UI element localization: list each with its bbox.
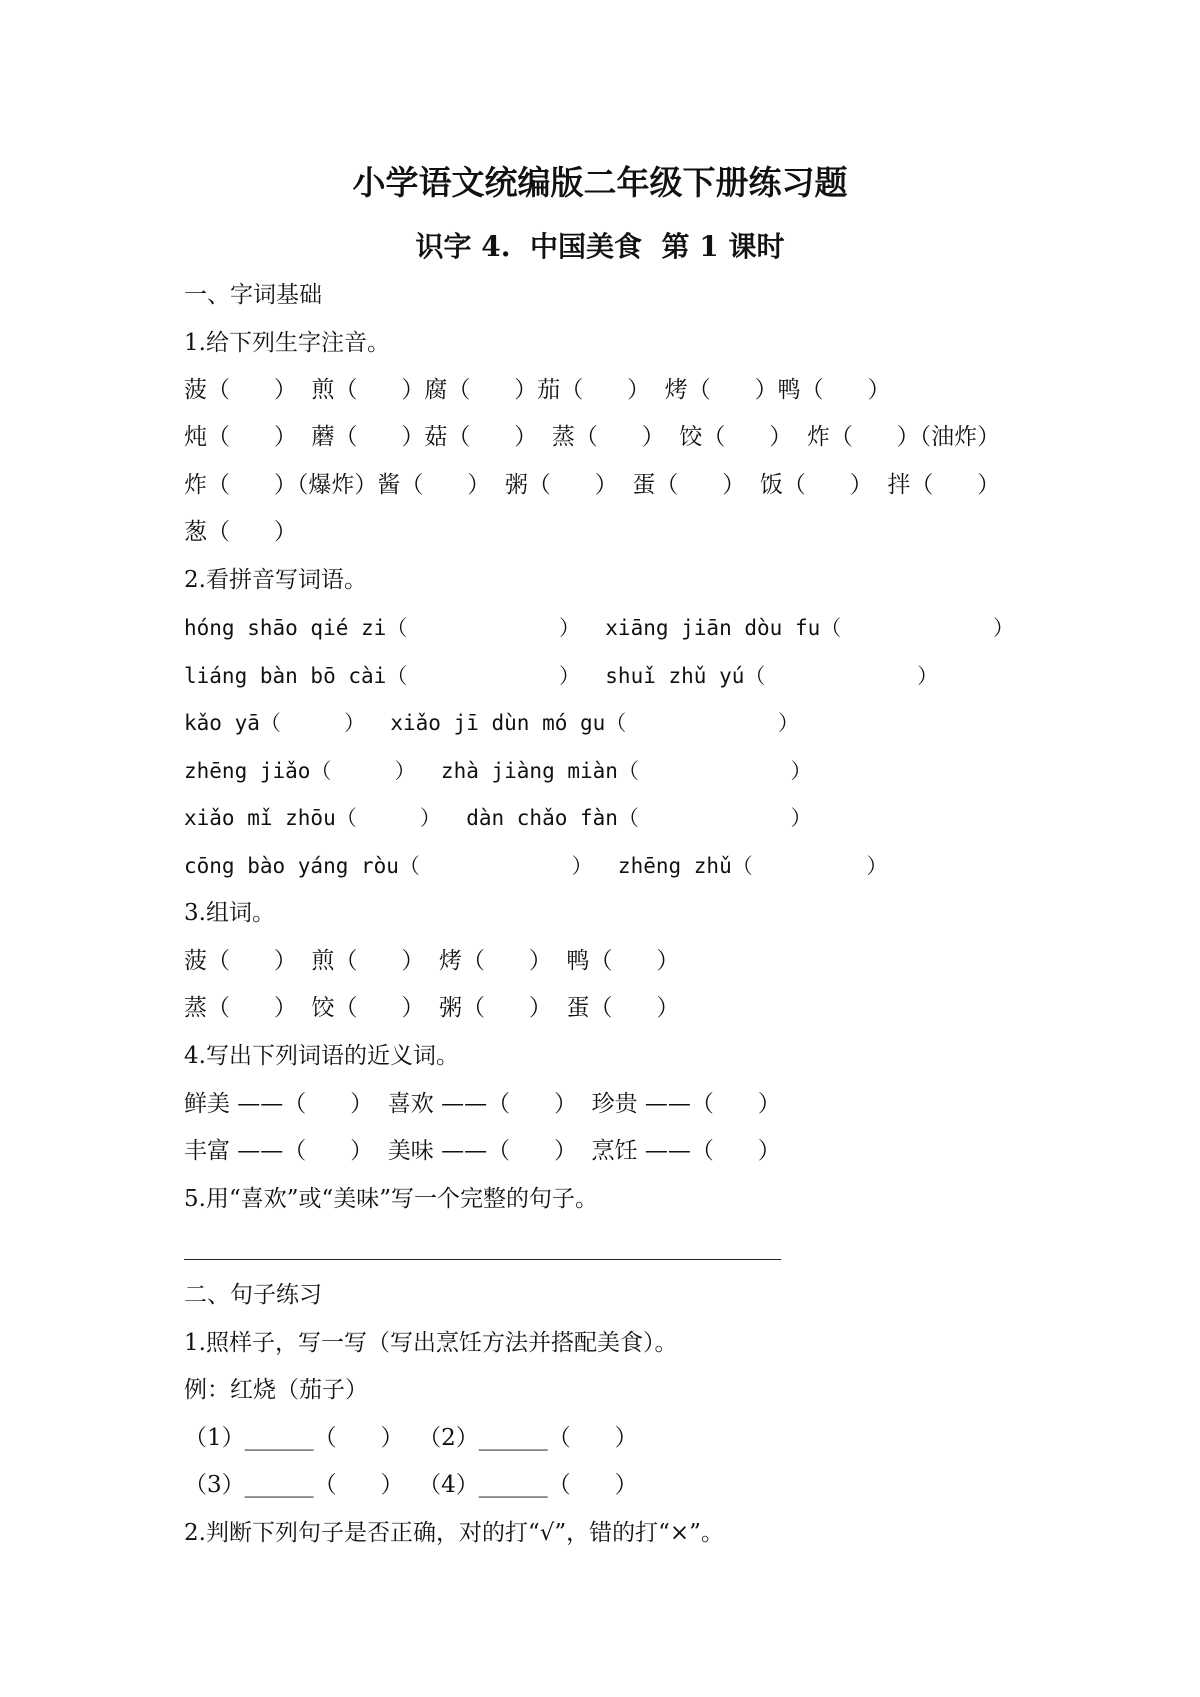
sentence-question-2-prompt: 2.判断下列句子是否正确，对的打“√”，错的打“×”。	[184, 1520, 724, 1546]
pinyin-row-5: xiǎo mǐ zhōu（ ） dàn chǎo fàn（ ）	[184, 806, 812, 830]
synonym-row-1: 鲜美 ——（ ） 喜欢 ——（ ） 珍贵 ——（ ）	[184, 1091, 781, 1117]
word-group-row-2: 蒸（ ） 饺（ ） 粥（ ） 蛋（ ）	[184, 995, 680, 1021]
pinyin-row-6: cōng bào yáng ròu（ ） zhēng zhǔ（ ）	[184, 854, 888, 878]
question-2-prompt: 2.看拼音写词语。	[184, 567, 367, 593]
phonetic-row-3: 炸（ ）（爆炸）酱（ ） 粥（ ） 蛋（ ） 饭（ ） 拌（ ）	[184, 472, 1001, 498]
section-heading-vocabulary: 一、字词基础	[184, 282, 322, 308]
question-4-prompt: 4.写出下列词语的近义词。	[184, 1043, 459, 1069]
sentence-question-1-prompt: 1.照样子，写一写（写出烹饪方法并搭配美食）。	[184, 1330, 678, 1356]
phonetic-row-4: 葱（ ）	[184, 519, 297, 545]
phonetic-row-2: 炖（ ） 蘑（ ）菇（ ） 蒸（ ） 饺（ ） 炸（ ）（油炸）	[184, 424, 1001, 450]
word-group-row-1: 菠（ ） 煎（ ） 烤（ ） 鸭（ ）	[184, 948, 680, 974]
section-heading-sentences: 二、句子练习	[184, 1282, 322, 1308]
fill-row-2: （3）______（ ） （4）______（ ）	[184, 1472, 638, 1498]
answer-line	[184, 1259, 781, 1260]
question-1-prompt: 1.给下列生字注音。	[184, 330, 390, 356]
pinyin-row-1: hóng shāo qié zi（ ） xiāng jiān dòu fu（ ）	[184, 616, 1014, 640]
phonetic-row-1: 菠（ ） 煎（ ）腐（ ）茄（ ） 烤（ ）鸭（ ）	[184, 377, 891, 403]
pinyin-row-4: zhēng jiǎo（ ） zhà jiàng miàn（ ）	[184, 759, 812, 783]
pinyin-row-2: liáng bàn bō cài（ ） shuǐ zhǔ yú（ ）	[184, 664, 939, 688]
lesson-subtitle: 识字 4. 中国美食 第 1 课时	[415, 230, 785, 263]
worksheet-title: 小学语文统编版二年级下册练习题	[352, 163, 848, 202]
question-3-prompt: 3.组词。	[184, 900, 275, 926]
fill-row-1: （1）______（ ） （2）______（ ）	[184, 1425, 638, 1451]
pinyin-row-3: kǎo yā（ ） xiǎo jī dùn mó gu（ ）	[184, 711, 800, 735]
question-5-prompt: 5.用“喜欢”或“美味”写一个完整的句子。	[184, 1186, 598, 1212]
synonym-row-2: 丰富 ——（ ） 美味 ——（ ） 烹饪 ——（ ）	[184, 1138, 781, 1164]
example-line: 例：红烧（茄子）	[184, 1377, 368, 1403]
